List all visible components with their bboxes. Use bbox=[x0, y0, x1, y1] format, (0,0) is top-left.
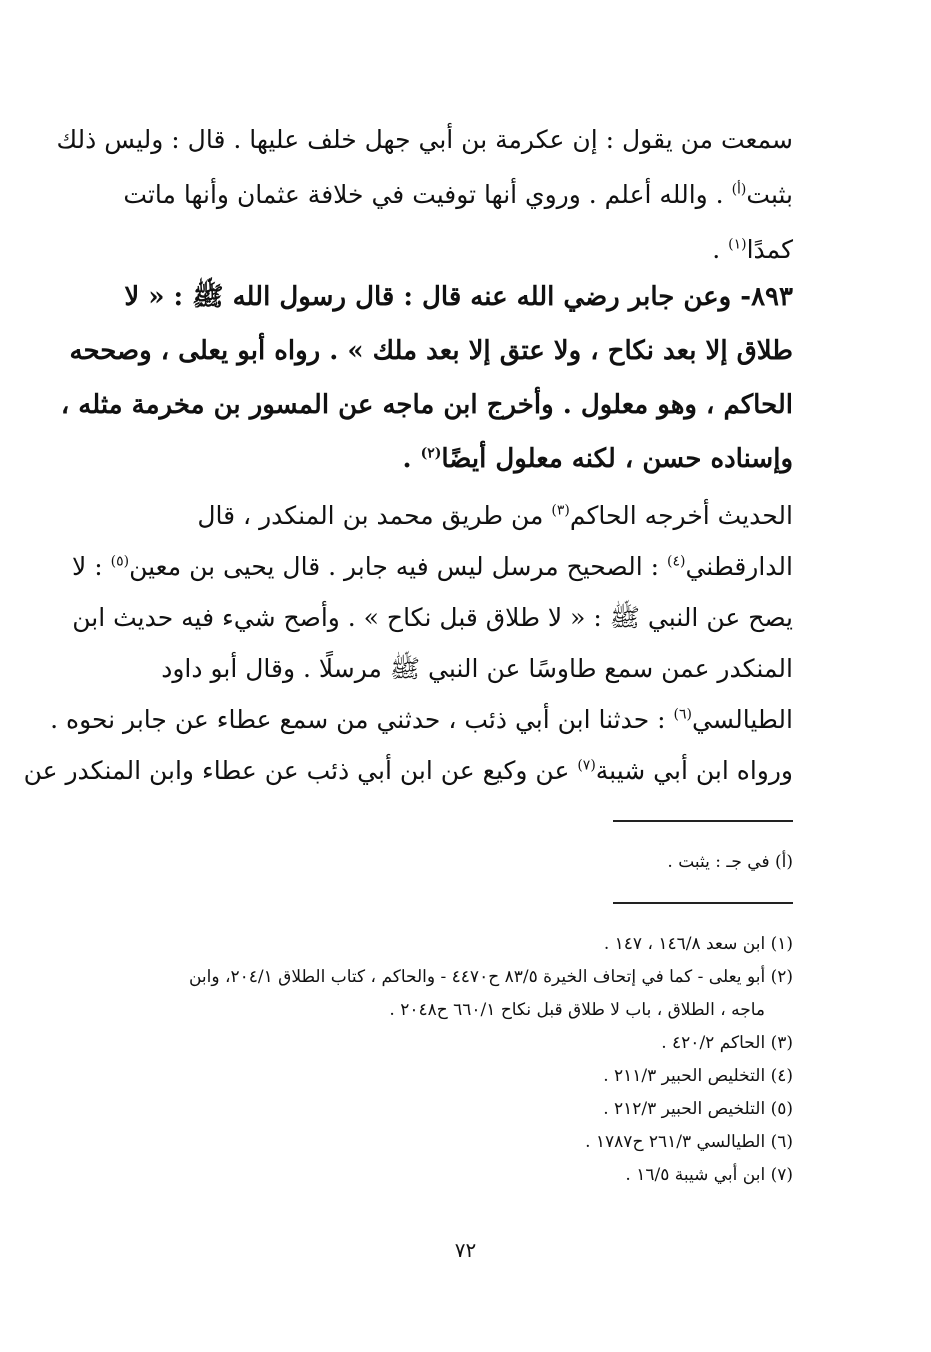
footnote-marker: (٥) bbox=[110, 553, 130, 570]
text-line: طلاق إلا بعد نكاح ، ولا عتق إلا بعد ملك » . رواه أبو يعلى ، وصححه bbox=[69, 336, 793, 366]
text-line bbox=[50, 694, 793, 745]
footnote-item: ماجه ، الطلاق ، باب لا طلاق قبل نكاح ٦٦٠/١ ح٢٠٤٨ . bbox=[389, 1000, 765, 1020]
text-segment: : الصحيح مرسل ليس فيه جابر . قال يحيى بن معين bbox=[129, 552, 667, 581]
footnote-marker: (٣) bbox=[551, 502, 570, 519]
text-segment: . والله أعلم . وروي أنها توفيت في خلافة عثمان وأنها ماتت bbox=[123, 180, 732, 209]
page-number: ٧٢ bbox=[454, 1238, 477, 1262]
text-line: الحاكم ، وهو معلول . وأخرج ابن ماجه عن المسور بن مخرمة مثله ، bbox=[60, 390, 793, 420]
footnote-item: (٤) التخليص الحبير ٢١١/٣ . bbox=[603, 1066, 793, 1086]
paragraph-continuation bbox=[56, 112, 793, 277]
footnote-marker: (١) bbox=[728, 236, 747, 253]
text-line bbox=[135, 490, 793, 541]
text-line: المنكدر عمن سمع طاوسًا عن النبي ﷺ مرسلًا . وقال أبو داود bbox=[161, 654, 793, 683]
text-segment: وإسناده حسن ، لكنه معلول أيضًا bbox=[441, 444, 793, 474]
text-segment: بثبت bbox=[746, 180, 793, 209]
text-segment: ورواه ابن أبي شيبة bbox=[595, 756, 793, 785]
variant-marker: (أ) bbox=[731, 181, 747, 198]
text-line bbox=[23, 745, 793, 796]
text-segment: من طريق محمد بن المنكدر ، قال bbox=[197, 501, 552, 530]
commentary-text bbox=[23, 490, 793, 796]
text-line: سمعت من يقول : إن عكرمة بن أبي جهل خلف عليها . قال : وليس ذلك bbox=[56, 125, 793, 154]
footnote-divider bbox=[613, 902, 793, 904]
footnote-item: (٣) الحاكم ٤٢٠/٢ . bbox=[661, 1033, 793, 1053]
text-segment: : حدثنا ابن أبي ذئب ، حدثني من سمع عطاء عن جابر نحوه . bbox=[50, 705, 674, 734]
text-line bbox=[123, 167, 793, 222]
footnote-item: (٢) أبو يعلى - كما في إتحاف الخيرة ٨٣/٥ ح٤٤٧٠ - والحاكم ، كتاب الطلاق ٢٠٤/١، وابن bbox=[188, 967, 793, 987]
footnote-marker: (٧) bbox=[577, 757, 596, 774]
footnote-marker: (٢) bbox=[420, 445, 442, 462]
footnote-item: (١) ابن سعد ١٤٦/٨ ، ١٤٧ . bbox=[603, 934, 793, 954]
text-segment: كمدًا bbox=[746, 235, 793, 264]
variant-note: (أ) في جـ : يثبت . bbox=[667, 852, 793, 872]
text-segment: عن وكيع عن ابن أبي ذئب عن عطاء وابن المنكدر عن bbox=[23, 756, 578, 785]
text-segment: الطيالسي bbox=[692, 705, 793, 734]
footnote-item: (٥) التلخيص الحبير ٢١٢/٣ . bbox=[603, 1099, 793, 1119]
footnote-marker: (٤) bbox=[666, 553, 686, 570]
text-segment: . bbox=[712, 235, 729, 264]
text-line: يصح عن النبي ﷺ : « لا طلاق قبل نكاح » . وأصح شيء فيه حديث ابن bbox=[72, 603, 793, 632]
text-segment: الدارقطني bbox=[685, 552, 793, 581]
text-line bbox=[135, 432, 793, 486]
text-line bbox=[135, 222, 793, 277]
footnote-divider bbox=[613, 820, 793, 822]
footnote-marker: (٦) bbox=[673, 706, 692, 723]
text-segment: الحديث أخرجه الحاكم bbox=[569, 501, 793, 530]
text-line: ٨٩٣- وعن جابر رضي الله عنه قال : قال رسول الله ﷺ : « لا bbox=[124, 282, 793, 312]
footnotes-list bbox=[133, 928, 793, 1192]
text-line bbox=[72, 541, 793, 592]
footnote-item: (٦) الطيالسي ٢٦١/٣ ح١٧٨٧ . bbox=[585, 1132, 793, 1152]
text-segment: : لا bbox=[72, 552, 111, 581]
footnote-item: (٧) ابن أبي شيبة ١٦/٥ . bbox=[625, 1165, 793, 1185]
text-segment: . bbox=[402, 444, 421, 474]
hadith-text bbox=[60, 270, 793, 486]
